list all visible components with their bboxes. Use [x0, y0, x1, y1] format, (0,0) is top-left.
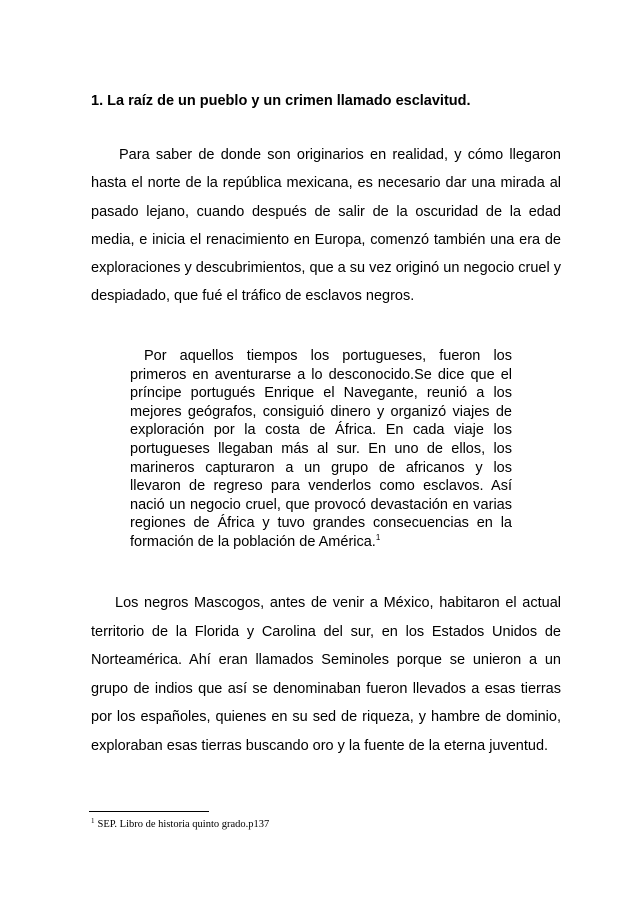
- footnote: [91, 818, 491, 831]
- body-paragraph-1: Para saber de donde son originarios en realidad, y cómo llegaron hasta el norte de la república mexicana, es necesario dar una mirada al pasado lejano, cuando después de salir de la oscuridad de la edad media, e inicia el renacimiento en Europa, comenzó también una era de exploraciones y descubrimientos, que a su vez originó un negocio cruel y despiadado, que fué el tráfico de esclavos negros.: [91, 147, 561, 305]
- footnote-number: 1: [91, 816, 95, 825]
- block-quote-text: Por aquellos tiempos los portugueses, fueron los primeros en aventurarse a lo desconocido.Se dice que el príncipe portugués Enrique el Navegante, reunió a los mejores geógrafos, consiguió dinero y organizó viajes de exploración por la costa de África. En cada viaje los portugueses llegaban más al sur. En uno de ellos, los marineros capturaron a un grupo de africanos y los llevaron de regreso para venderlos como esclavos. Así nació un negocio cruel, que provocó devastación en varias regiones de África y tuvo grandes consecuencias en la formación de la población de América.: [130, 348, 512, 550]
- block-quote: [130, 347, 512, 552]
- section-heading: 1. La raíz de un pueblo y un crimen llamado esclavitud.: [91, 93, 471, 109]
- footnote-reference: 1: [375, 533, 381, 543]
- body-paragraph-2: Los negros Mascogos, antes de venir a México, habitaron el actual territorio de la Florida y Carolina del sur, en los Estados Unidos de Norteamérica. Ahí eran llamados Seminoles porque se unieron a un grupo de indios que así se denominaban fueron llevados a esas tierras por los españoles, quienes en su sed de riqueza, y hambre de dominio, exploraban esas tierras buscando oro y la fuente de la eterna juventud.: [91, 595, 561, 754]
- footnote-text: SEP. Libro de historia quinto grado.p137: [97, 819, 270, 830]
- footnote-separator: [89, 811, 209, 812]
